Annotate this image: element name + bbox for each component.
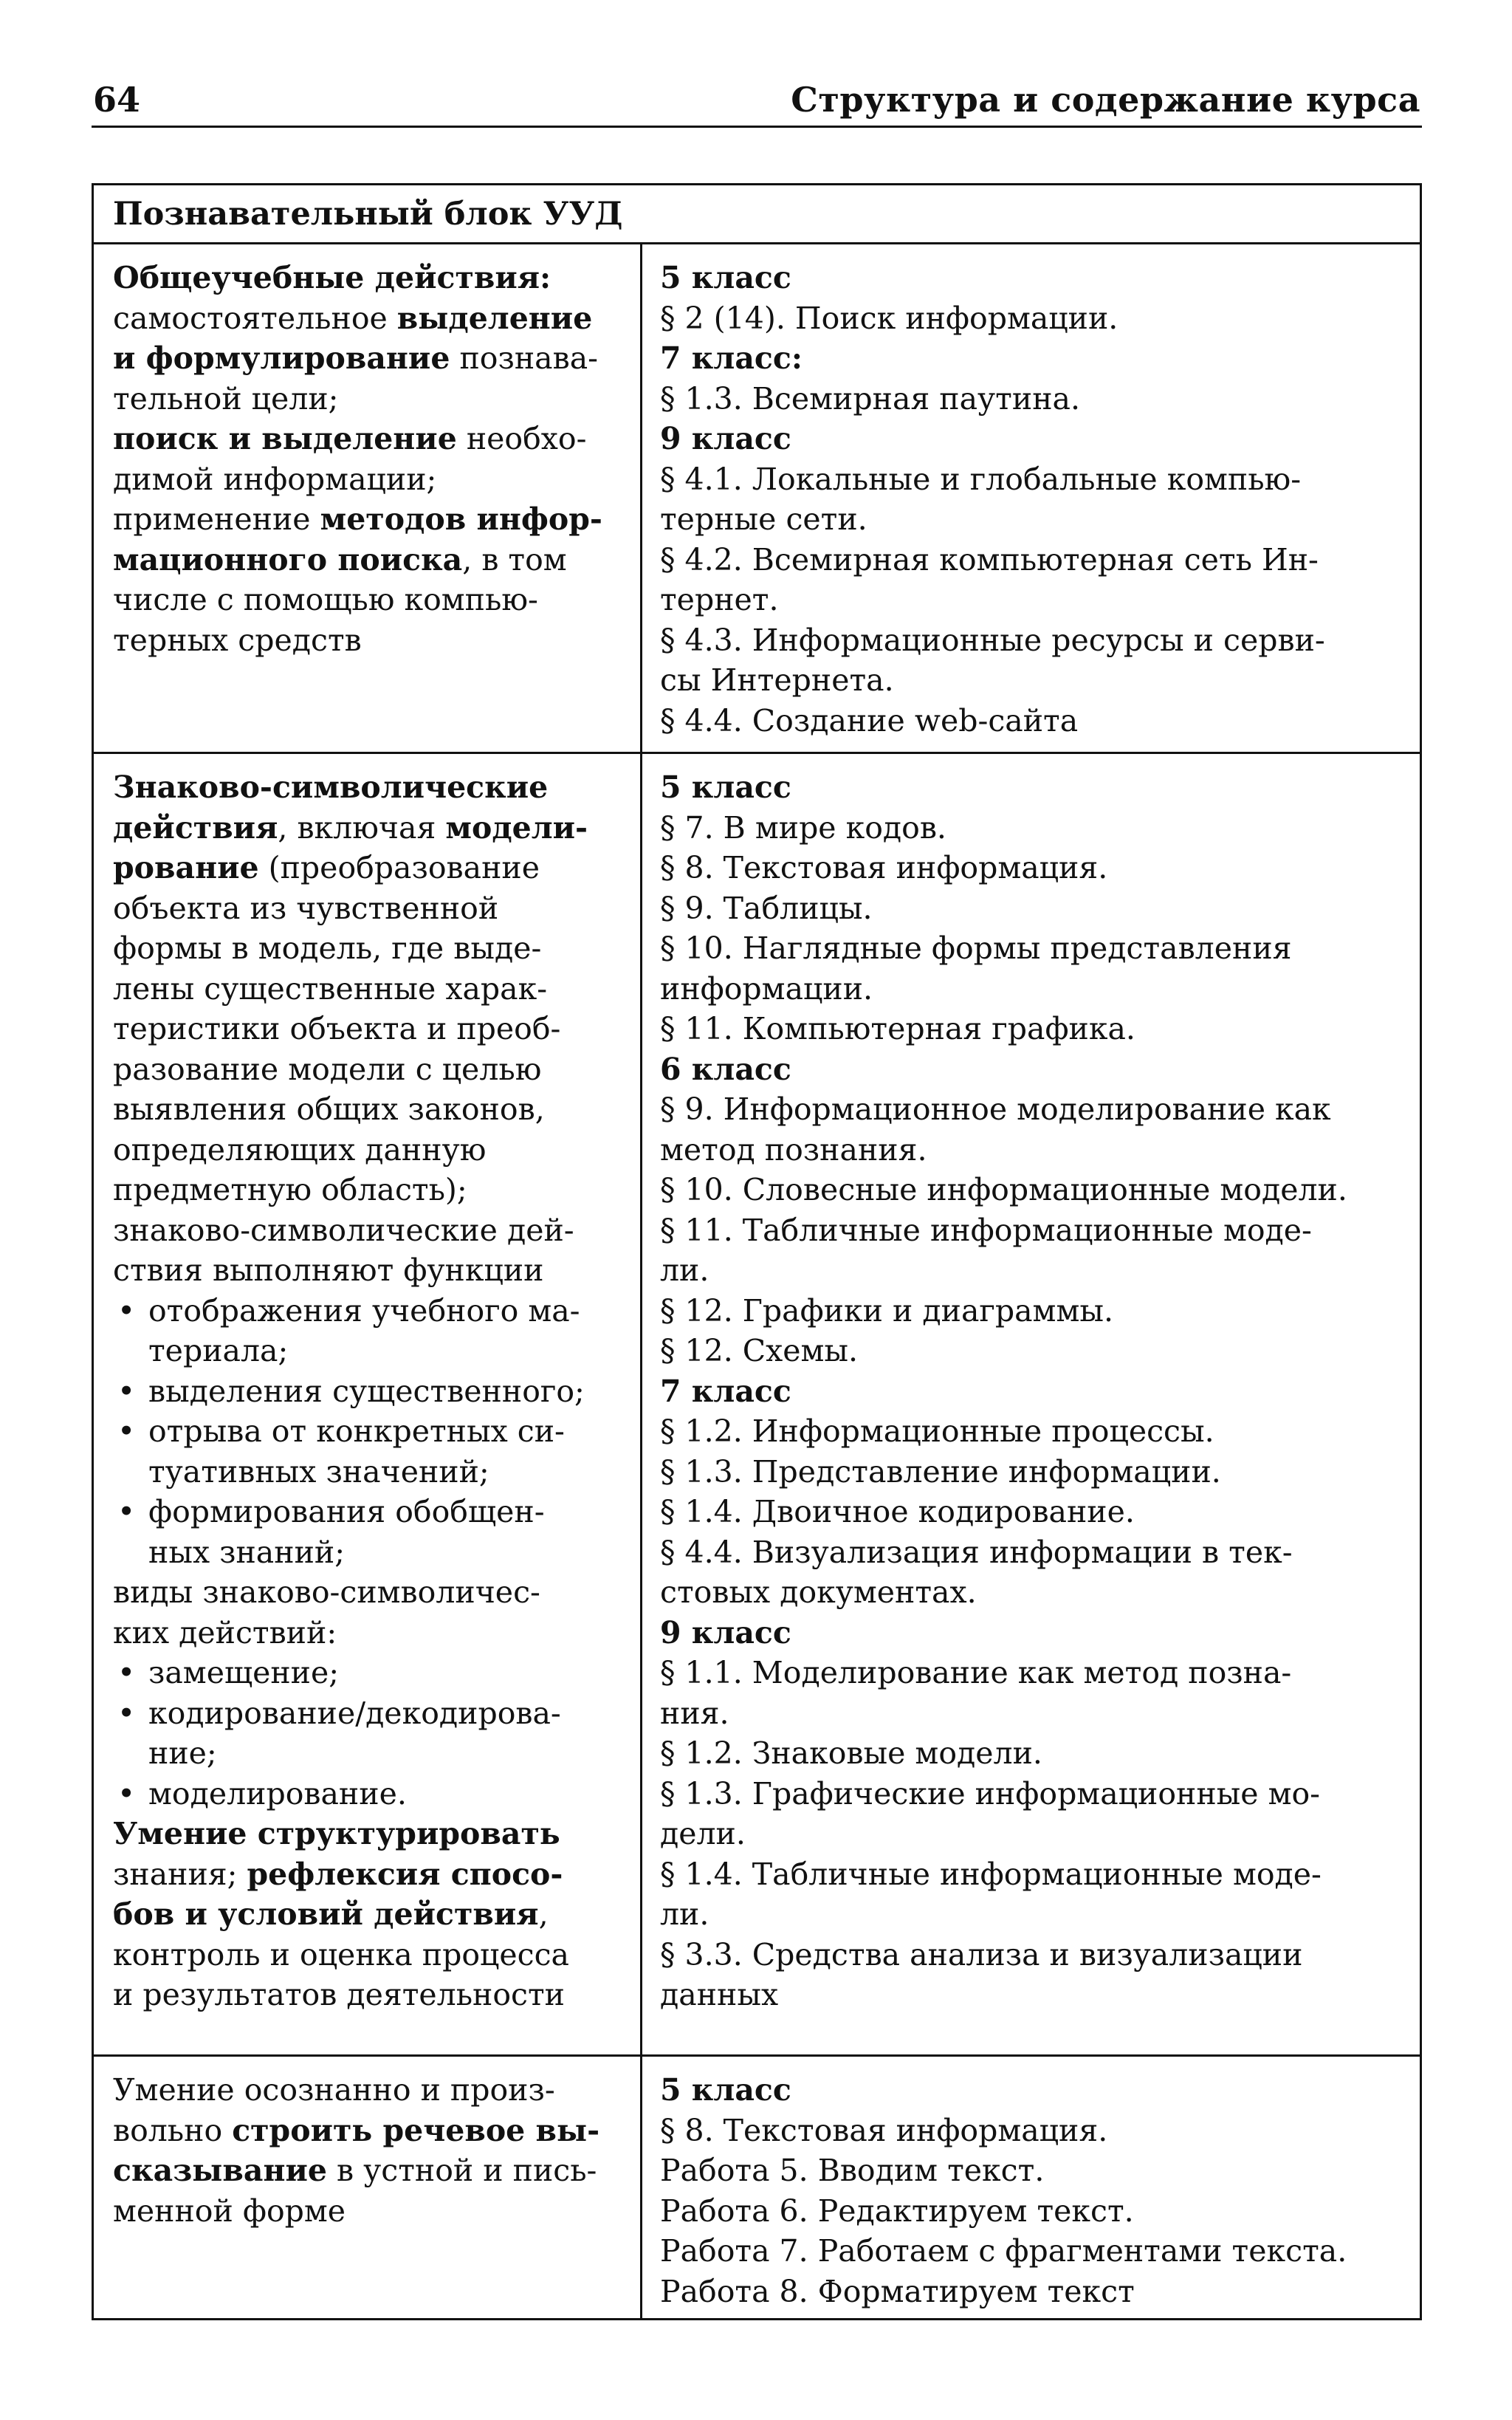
text-line [660, 928, 1402, 969]
text-line [113, 1049, 621, 1090]
text: § 4.3. Информационные ресурсы и серви- [660, 622, 1325, 658]
text: § 1.3. Всемирная паутина. [660, 380, 1080, 417]
text-line [660, 1854, 1402, 1895]
topics-cell [642, 754, 1420, 2015]
text: необхо- [456, 421, 587, 456]
text: дели. [660, 1816, 746, 1851]
text-line [660, 540, 1402, 580]
text-line [113, 2111, 621, 2151]
text-line [660, 848, 1402, 888]
text-line [113, 848, 621, 888]
text-line [660, 2150, 1402, 2191]
text: , [538, 1896, 549, 1932]
text-line [660, 888, 1402, 929]
text-line [113, 1210, 621, 1251]
text-line [113, 258, 621, 298]
text: в устной и пись- [326, 2153, 597, 2188]
text-line [660, 1492, 1402, 1532]
text: § 12. Графики и диаграммы. [660, 1292, 1113, 1329]
text: знания; [113, 1856, 247, 1892]
grade-heading: 9 класс [660, 421, 791, 456]
text-line [113, 888, 621, 929]
text-line [113, 1170, 621, 1210]
bold-text: поиск и выделение [113, 421, 457, 456]
grade-heading: 6 класс [660, 1051, 791, 1087]
text-line [660, 298, 1402, 339]
text-line [113, 499, 621, 540]
text-line [113, 1572, 621, 1613]
text: § 1.4. Двоичное кодирование. [660, 1494, 1135, 1529]
text: § 1.3. Представление информации. [660, 1453, 1221, 1490]
text: § 1.2. Знаковые модели. [660, 1735, 1042, 1771]
text: определяющих данную [113, 1131, 487, 1168]
text-line [113, 540, 621, 580]
text-line [113, 379, 621, 419]
text: тельной цели; [113, 380, 339, 417]
bullet-item: • отображения учебного ма- [113, 1291, 621, 1331]
text: Работа 6. Редактируем текст. [660, 2193, 1134, 2229]
text: § 2 (14). Поиск информации. [660, 300, 1118, 336]
text-line [660, 969, 1402, 1010]
text-line [660, 1291, 1402, 1331]
text-line [660, 1009, 1402, 1049]
text: данных [660, 1977, 779, 2012]
actions-cell [94, 754, 640, 2015]
text-line [660, 580, 1402, 620]
text: вольно [113, 2112, 233, 2148]
text: § 11. Компьютерная графика. [660, 1011, 1135, 1046]
text-line [660, 1693, 1402, 1734]
text: § 3.3. Средства анализа и визуализации [660, 1936, 1303, 1972]
bold-text: строить речевое вы- [232, 2112, 600, 2148]
bold-text: методов инфор- [320, 501, 602, 537]
text: ния. [660, 1695, 729, 1731]
text: § 10. Словесные информационные модели. [660, 1172, 1347, 1207]
text-line [113, 2150, 621, 2191]
text-line [660, 620, 1402, 661]
bullet-item: • формирования обобщен- [113, 1492, 621, 1532]
table-title: Познавательный блок УУД [113, 196, 623, 233]
bold-text: модели- [445, 809, 588, 846]
text-line [113, 1130, 621, 1170]
text: теристики объекта и преоб- [113, 1011, 561, 1046]
text-line [660, 1089, 1402, 1130]
text: § 1.1. Моделирование как метод позна- [660, 1655, 1292, 1690]
text: формы в модель, где выде- [113, 930, 542, 966]
text: § 11. Табличные информационные моде- [660, 1212, 1312, 1248]
text: § 7. В мире кодов. [660, 809, 946, 846]
table-row [94, 244, 1420, 754]
text-line [113, 2191, 621, 2232]
text-line [113, 1250, 621, 1291]
text: (преобразование [258, 850, 540, 885]
text-line [660, 1814, 1402, 1854]
bullet-item: • кодирование/декодирова- [113, 1693, 621, 1734]
grade-heading: 7 класс: [660, 340, 803, 376]
text-line [660, 1130, 1402, 1170]
grade-heading: 5 класс [660, 2072, 791, 2108]
text-line [113, 928, 621, 969]
text-line [660, 2272, 1402, 2312]
bold-text: мационного поиска [113, 541, 463, 577]
text-line [113, 1935, 621, 1975]
text: предметную область); [113, 1172, 467, 1207]
text: применение [113, 501, 320, 537]
bullet-item: • замещение; [113, 1653, 621, 1693]
bold-text: Общеучебные действия: [113, 260, 551, 295]
text-line [660, 1935, 1402, 1975]
text: § 1.2. Информационные процессы. [660, 1413, 1214, 1449]
text-line [660, 1411, 1402, 1452]
text: лены существенные харак- [113, 970, 548, 1007]
table-header-row [94, 185, 1420, 244]
text-line [113, 1854, 621, 1895]
text-line [113, 1894, 621, 1935]
text: § 1.4. Табличные информационные моде- [660, 1856, 1322, 1892]
text: тернет. [660, 582, 779, 617]
text: Работа 7. Работаем с фрагментами текста. [660, 2233, 1347, 2269]
grade-heading: 7 класс [660, 1373, 791, 1409]
table-row [94, 754, 1420, 2057]
text-line [113, 1089, 621, 1130]
running-title: Структура и содержание курса [791, 80, 1420, 120]
page-number: 64 [93, 80, 141, 120]
text: терных средств [113, 622, 362, 658]
uud-table [92, 183, 1422, 2320]
text: § 8. Текстовая информация. [660, 2112, 1108, 2148]
text: Работа 5. Вводим текст. [660, 2153, 1045, 2188]
text-line [113, 298, 621, 339]
text-line [660, 2191, 1402, 2232]
bold-text: выделение [396, 300, 593, 336]
text-line [660, 1331, 1402, 1371]
text-line [660, 1733, 1402, 1774]
text: знаково-символические дей- [113, 1212, 574, 1248]
text-line [660, 1210, 1402, 1251]
text: виды знаково-символичес- [113, 1574, 540, 1610]
text-line [660, 1653, 1402, 1693]
text-line [660, 1572, 1402, 1613]
page-header [92, 74, 1422, 128]
text-line [660, 379, 1402, 419]
bullet-item: • отрыва от конкретных си- [113, 1411, 621, 1452]
bullet-continuation: ние; [148, 1735, 217, 1771]
text: разование модели с целью [113, 1051, 542, 1087]
text-line [660, 459, 1402, 500]
text-line [660, 499, 1402, 540]
topics-cell [642, 2057, 1420, 2311]
text-line [660, 1975, 1402, 2015]
bold-text: и формулирование [113, 340, 450, 376]
text: ствия выполняют функции [113, 1252, 544, 1288]
text: Умение осознанно и произ- [113, 2072, 555, 2108]
text: ких действий: [113, 1614, 337, 1651]
text: и результатов деятельности [113, 1977, 565, 2012]
text: § 9. Таблицы. [660, 890, 873, 926]
actions-cell [94, 244, 640, 660]
text: § 1.3. Графические информационные мо- [660, 1775, 1321, 1811]
grade-heading: 5 класс [660, 769, 791, 805]
text-line [660, 1452, 1402, 1492]
text: § 4.2. Всемирная компьютерная сеть Ин- [660, 541, 1319, 577]
bold-text: сказывание [113, 2153, 327, 2188]
text: метод познания. [660, 1131, 927, 1168]
text: ли. [660, 1896, 709, 1932]
text-line [660, 1532, 1402, 1573]
text: § 9. Информационное моделирование как [660, 1091, 1331, 1127]
text: самостоятельное [113, 300, 397, 336]
text-line [113, 419, 621, 459]
text: § 12. Схемы. [660, 1333, 859, 1368]
text: сы Интернета. [660, 662, 894, 698]
topics-cell [642, 244, 1420, 741]
text-line [113, 1975, 621, 2015]
text-line [660, 1250, 1402, 1291]
text-line [113, 2070, 621, 2111]
text: димой информации; [113, 461, 437, 497]
text: числе с помощью компью- [113, 582, 538, 617]
text-line [660, 1774, 1402, 1814]
bold-text: Умение структурировать [113, 1816, 560, 1851]
text-line [113, 969, 621, 1010]
text-line [660, 1894, 1402, 1935]
text-line [660, 1170, 1402, 1210]
bold-text: действия [113, 809, 278, 846]
bullet-continuation: ных знаний; [148, 1534, 346, 1570]
text-line [113, 580, 621, 620]
bold-text: рефлексия спосо- [247, 1856, 563, 1892]
text-line [660, 2231, 1402, 2272]
bold-text: Знаково-символические [113, 769, 549, 805]
text: объекта из чувственной [113, 890, 499, 926]
bold-text: рование [113, 850, 259, 885]
text-line [113, 1613, 621, 1653]
bullet-continuation: туативных значений; [148, 1453, 489, 1490]
text: выявления общих законов, [113, 1091, 545, 1127]
text: § 4.4. Создание web-сайта [660, 702, 1079, 738]
bullet-continuation: териала; [148, 1333, 289, 1368]
text: , в том [462, 541, 567, 577]
text: контроль и оценка процесса [113, 1936, 570, 1972]
bullet-item: • выделения существенного; [113, 1371, 621, 1412]
text: § 4.4. Визуализация информации в тек- [660, 1534, 1293, 1570]
text: информации. [660, 970, 873, 1007]
text-line [113, 459, 621, 500]
text: терные сети. [660, 501, 867, 537]
text-line [113, 767, 621, 808]
text-line [660, 701, 1402, 741]
text: , включая [278, 809, 446, 846]
text: § 8. Текстовая информация. [660, 850, 1108, 885]
text: ли. [660, 1252, 709, 1288]
text: Работа 8. Форматируем текст [660, 2273, 1135, 2309]
bullet-item: • моделирование. [113, 1774, 621, 1814]
text-line [113, 1009, 621, 1049]
text-line [660, 808, 1402, 849]
text-line [113, 620, 621, 661]
grade-heading: 5 класс [660, 260, 791, 295]
table-row [94, 2057, 1420, 2318]
bold-text: бов и условий действия [113, 1896, 539, 1932]
text-line [660, 660, 1402, 701]
text-line [660, 2111, 1402, 2151]
grade-heading: 9 класс [660, 1614, 791, 1651]
text: § 4.1. Локальные и глобальные компью- [660, 461, 1302, 497]
text-line [113, 808, 621, 849]
actions-cell [94, 2057, 640, 2231]
text-line [113, 338, 621, 379]
text: познава- [450, 340, 598, 376]
text: менной форме [113, 2193, 346, 2229]
text: стовых документах. [660, 1574, 977, 1610]
text-line [113, 1814, 621, 1854]
text: § 10. Наглядные формы представления [660, 930, 1292, 966]
